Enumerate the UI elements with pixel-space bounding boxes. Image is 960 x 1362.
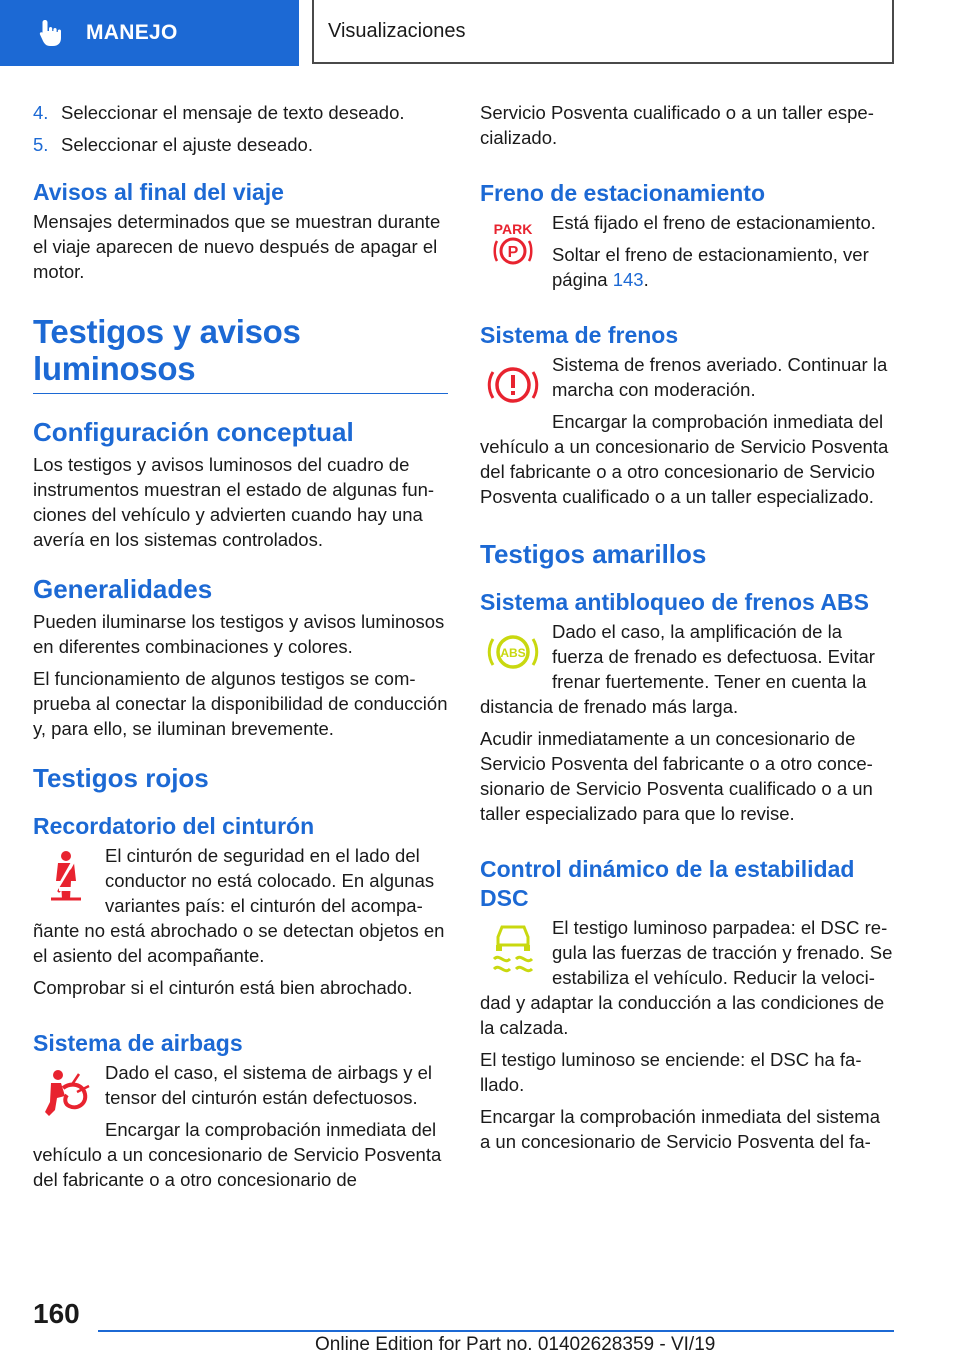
heading-testigos-amarillos: Testigos amarillos	[480, 539, 707, 569]
list-item	[33, 100, 448, 125]
svg-text:P: P	[507, 244, 519, 261]
heading-recordatorio-cinturon: Recordatorio del cinturón	[33, 813, 315, 839]
heading-abs: Sistema antibloqueo de frenos ABS	[480, 589, 869, 615]
abs-label: ABS	[500, 646, 526, 660]
list-text: Seleccionar el mensaje de texto deseado.	[61, 102, 405, 123]
text-fragment: Soltar el freno de estacionamiento, ver página	[552, 244, 869, 290]
footer-divider	[98, 1330, 894, 1332]
parking-brake-icon	[484, 214, 542, 272]
paragraph: El cinturón de seguridad en el lado del conductor no está colocado. En algunas variantes país: el cinturón del acompañante no está abrochado o se detectan objetos en el asiento del acompañante.	[33, 845, 445, 966]
right-column	[480, 100, 895, 1161]
paragraph: Comprobar si el cinturón está bien abrochado.	[33, 977, 413, 998]
brake-system-warning-icon	[484, 356, 542, 414]
heading-sistema-airbags: Sistema de airbags	[33, 1030, 243, 1056]
paragraph: Mensajes determinados que se muestran durante el viaje aparecen de nuevo después de apagar el motor.	[33, 211, 441, 282]
paragraph: El testigo luminoso se enciende: el DSC ha fallado.	[480, 1049, 862, 1095]
chapter-title: Testigos y avisos luminosos	[33, 313, 448, 394]
paragraph: Está fijado el freno de estacionamiento.	[552, 212, 876, 233]
paragraph: Encargar la comprobación inmediata del vehículo a un concesionario de Servicio Posventa del fabricante o a otro concesionario de	[33, 1119, 442, 1190]
left-column	[33, 100, 448, 1199]
paragraph: Los testigos y avisos luminosos del cuadro de instrumentos muestran el estado de algunas funciones del vehículo y advierten cuando hay una avería en los sistemas controlados.	[33, 454, 435, 550]
paragraph: Encargar la comprobación inmediata del vehículo a un concesionario de Servicio Posventa del fabricante o a otro concesionario de Servicio Posventa cualificado o a un taller especializado.	[480, 411, 889, 507]
heading-generalidades: Generalidades	[33, 574, 213, 604]
paragraph: Servicio Posventa cualificado o a un taller especializado.	[480, 102, 874, 148]
paragraph: El funcionamiento de algunos testigos se comprueba al conectar la disponibilidad de conducción y, para ello, se iluminan brevemente.	[33, 668, 448, 739]
paragraph	[480, 242, 895, 292]
edition-text: Online Edition for Part no. 01402628359 - VI/19	[315, 1334, 716, 1355]
paragraph: Acudir inmediatamente a un concesionario de Servicio Posventa del fabricante o a otro concesionario de Servicio Posventa cualificado o a un taller especializado para que lo revise.	[480, 728, 873, 824]
list-text: Seleccionar el ajuste deseado.	[61, 134, 313, 155]
section-tab-manejo	[0, 0, 299, 66]
heading-sistema-frenos: Sistema de frenos	[480, 322, 679, 348]
paragraph: Dado el caso, la amplificación de la fuerza de frenado es defectuosa. Evitar frenar fuertemente. Tener en cuenta la distancia de frenado más larga.	[480, 621, 875, 717]
text-fragment: .	[643, 269, 649, 290]
list-item	[33, 132, 448, 157]
heading-testigos-rojos: Testigos rojos	[33, 763, 209, 793]
airbag-warning-icon	[37, 1064, 95, 1122]
park-label: PARK	[493, 221, 533, 237]
inactive-tab-label: Visualizaciones	[328, 19, 466, 42]
seatbelt-warning-icon	[37, 847, 95, 905]
page-number: 160	[33, 1298, 80, 1329]
heading-configuracion: Configuración conceptual	[33, 417, 354, 447]
dsc-warning-icon	[484, 919, 542, 977]
page-header	[0, 0, 960, 66]
page-link[interactable]: 143	[612, 269, 644, 290]
paragraph: Sistema de frenos averiado. Continuar la marcha con moderación.	[552, 354, 888, 400]
paragraph: Pueden iluminarse los testigos y avisos luminosos en diferentes combinaciones y colores.	[33, 611, 445, 657]
abs-warning-icon	[484, 623, 542, 681]
list-number: 5.	[33, 134, 49, 155]
section-tab-visualizaciones	[312, 0, 894, 64]
paragraph: Encargar la comprobación inmediata del sistema a un concesionario de Servicio Posventa del fa-	[480, 1106, 881, 1152]
active-tab-label: MANEJO	[86, 21, 178, 44]
paragraph: El testigo luminoso parpadea: el DSC regula las fuerzas de tracción y frenado. Se estabiliza el vehículo. Reducir la velocidad y adaptar la conducción a las condiciones de la calzada.	[480, 917, 893, 1038]
heading-dsc: Control dinámico de la estabilidad DSC	[480, 856, 855, 911]
heading-avisos-final-viaje: Avisos al final del viaje	[33, 179, 284, 205]
hand-pointer-icon	[38, 18, 64, 48]
list-number: 4.	[33, 102, 49, 123]
paragraph: Dado el caso, el sistema de airbags y el tensor del cinturón están defectuosos.	[105, 1062, 433, 1108]
heading-freno-estacionamiento: Freno de estacionamiento	[480, 180, 766, 206]
